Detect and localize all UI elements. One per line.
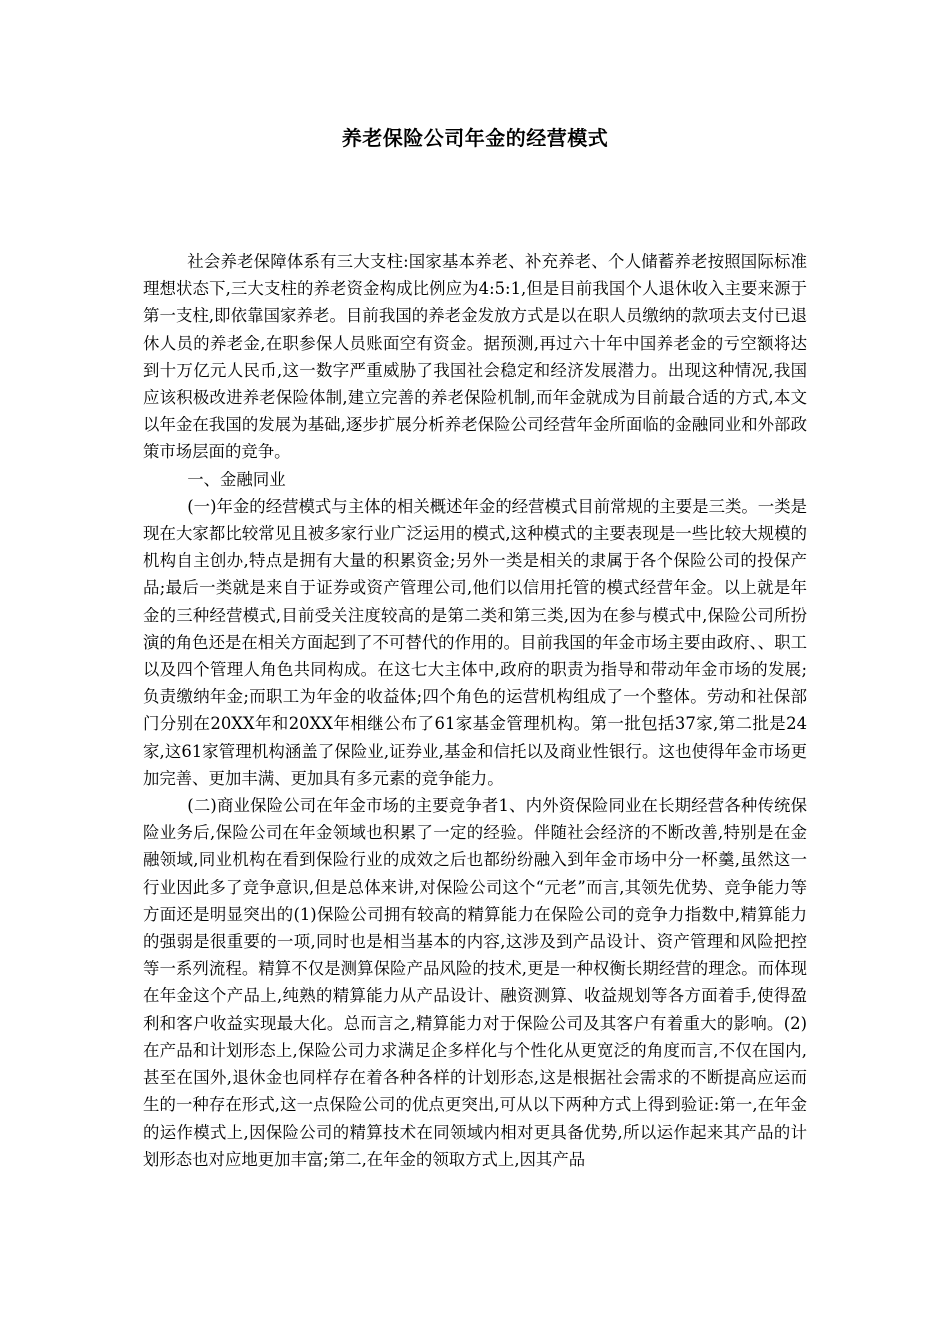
paragraph-main-competitors: (二)商业保险公司在年金市场的主要竞争者1、内外资保险同业在长期经营各种传统保险业务后,保险公司在年金领域也积累了一定的经验。伴随社会经济的不断改善,特别是在金融领域,同业机构在看到保险行业的成效之后也都纷纷融入到年金市场中分一杯羹,虽然这一行业因此多了竞争意识,但是总体来讲,对保险公司这个“元老”而言,其领先优势、竞争能力等方面还是明显突出的(1)保险公司拥有较高的精算能力在保险公司的竞争力指数中,精算能力的强弱是很重要的一项,同时也是相当基本的内容,这涉及到产品设计、资产管理和风险把控等一系列流程。精算不仅是测算保险产品风险的技术,更是一种权衡长期经营的理念。而体现在年金这个产品上,纯熟的精算能力从产品设计、融资测算、收益规划等各方面着手,使得盈利和客户收益实现最大化。总而言之,精算能力对于保险公司及其客户有着重大的影响。(2)在产品和计划形态上,保险公司力求满足企多样化与个性化从更宽泛的角度而言,不仅在国内,甚至在国外,退休金也同样存在着各种各样的计划形态,这是根据社会需求的不断提高应运而生的一种存在形式,这一点保险公司的优点更突出,可从以下两种方式上得到验证:第一,在年金的运作模式上,因保险公司的精算技术在同领域内相对更具备优势,所以运作起来其产品的计划形态也对应地更加丰富;第二,在年金的领取方式上,因其产品 (143, 796, 807, 1169)
document-body (143, 248, 807, 1173)
section-heading-financial-peers: 一、金融同业 (187, 469, 286, 489)
document-title: 养老保险公司年金的经营模式 (341, 126, 609, 150)
paragraph-operating-models: (一)年金的经营模式与主体的相关概述年金的经营模式目前常规的主要是三类。一类是现在大家都比较常见且被多家行业广泛运用的模式,这种模式的主要表现是一些比较大规模的机构自主创办,特点是拥有大量的积累资金;另外一类是相关的隶属于各个保险公司的投保产品;最后一类就是来自于证券或资产管理公司,他们以信用托管的模式经营年金。以上就是年金的三种经营模式,目前受关注度较高的是第二类和第三类,因为在参与模式中,保险公司所扮演的角色还是在相关方面起到了不可替代的作用的。目前我国的年金市场主要由政府、、职工以及四个管理人角色共同构成。在这七大主体中,政府的职责为指导和带动年金市场的发展;负责缴纳年金;而职工为年金的收益体;四个角色的运营机构组成了一个整体。劳动和社保部门分别在20XX年和20XX年相继公布了61家基金管理机构。第一批包括37家,第二批是24家,这61家管理机构涵盖了保险业,证券业,基金和信托以及商业性银行。这也使得年金市场更加完善、更加丰满、更加具有多元素的竞争能力。 (143, 496, 807, 788)
intro-paragraph: 社会养老保障体系有三大支柱:国家基本养老、补充养老、个人储蓄养老按照国际标准理想状态下,三大支柱的养老资金构成比例应为4:5:1,但是目前我国个人退休收入主要来源于第一支柱,即依靠国家养老。目前我国的养老金发放方式是以在职人员缴纳的款项去支付已退休人员的养老金,在职参保人员账面空有资金。据预测,再过六十年中国养老金的亏空额将达到十万亿元人民币,这一数字严重威胁了我国社会稳定和经济发展潜力。出现这种情况,我国应该积极改进养老保险体制,建立完善的养老保险机制,而年金就成为目前最合适的方式,本文以年金在我国的发展为基础,逐步扩展分析养老保险公司经营年金所面临的金融同业和外部政策市场层面的竞争。 (143, 252, 807, 462)
